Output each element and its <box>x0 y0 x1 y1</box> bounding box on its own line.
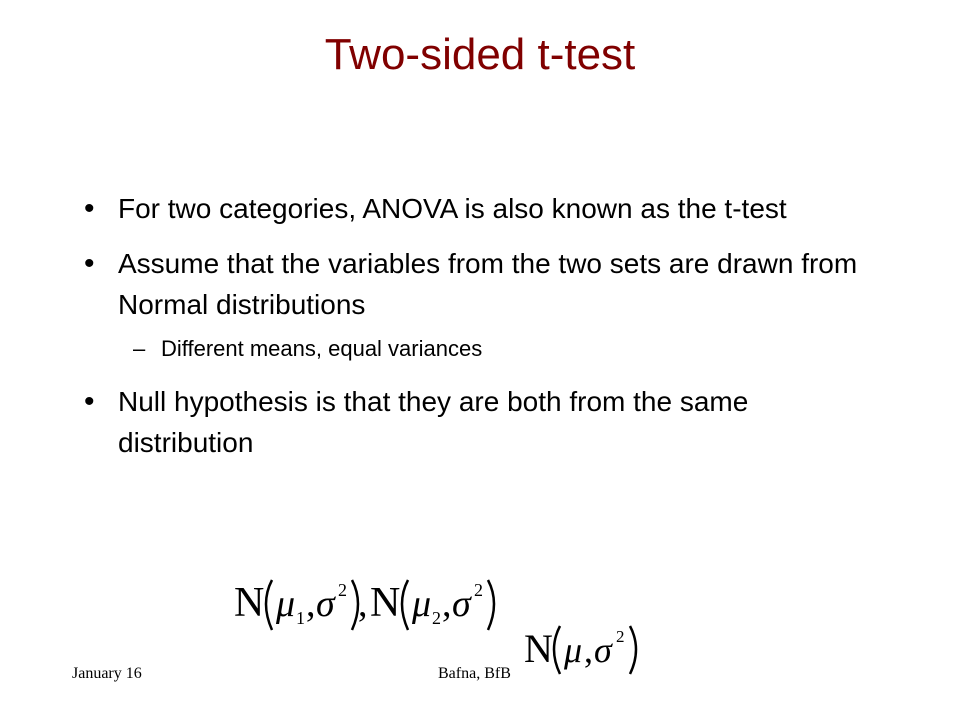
bullet-item <box>0 188 960 229</box>
formula-two-normals <box>232 568 512 638</box>
dash-marker: – <box>133 336 146 361</box>
bullet-list <box>0 188 960 477</box>
bullet-item <box>0 381 960 463</box>
footer-author: Bafna, BfB <box>438 665 511 682</box>
normal-symbol-1: N <box>234 580 265 626</box>
sigma-symbol-1: σ <box>316 583 335 625</box>
bullet-marker: • <box>84 192 95 225</box>
sub-bullet-text: Different means, equal variances <box>161 336 483 361</box>
bullet-item <box>0 243 960 325</box>
mu-symbol-2: μ <box>412 583 432 625</box>
sigma-symbol-2: σ <box>452 583 471 625</box>
normal-symbol-2: N <box>370 580 401 626</box>
bullet-text: For two categories, ANOVA is also known as the t-test <box>118 193 787 224</box>
bullet-text: Null hypothesis is that they are both from the same distribution <box>118 386 749 458</box>
bullet-marker: • <box>84 247 95 280</box>
formula-single-normal <box>522 618 652 680</box>
bullet-text: Assume that the variables from the two sets are drawn from Normal distributions <box>118 248 858 320</box>
svg-text:,: , <box>358 583 368 625</box>
mu-symbol-1: μ <box>276 583 296 625</box>
footer-date: January 16 <box>72 665 142 682</box>
mu-subscript-2: 2 <box>432 608 441 628</box>
normal-symbol: N <box>524 626 553 671</box>
sigma-superscript-2: 2 <box>474 580 483 600</box>
sigma-superscript: 2 <box>616 627 625 646</box>
comma: , <box>584 630 593 670</box>
comma-2: , <box>442 583 452 625</box>
comma-1: , <box>306 583 316 625</box>
sub-bullet-item <box>0 333 960 365</box>
mu-subscript-1: 1 <box>296 608 305 628</box>
slide-title: Two-sided t-test <box>324 30 636 79</box>
mu-symbol: μ <box>564 630 583 670</box>
bullet-marker: • <box>84 385 95 418</box>
sigma-superscript-1: 2 <box>338 580 347 600</box>
sigma-symbol: σ <box>594 630 612 670</box>
